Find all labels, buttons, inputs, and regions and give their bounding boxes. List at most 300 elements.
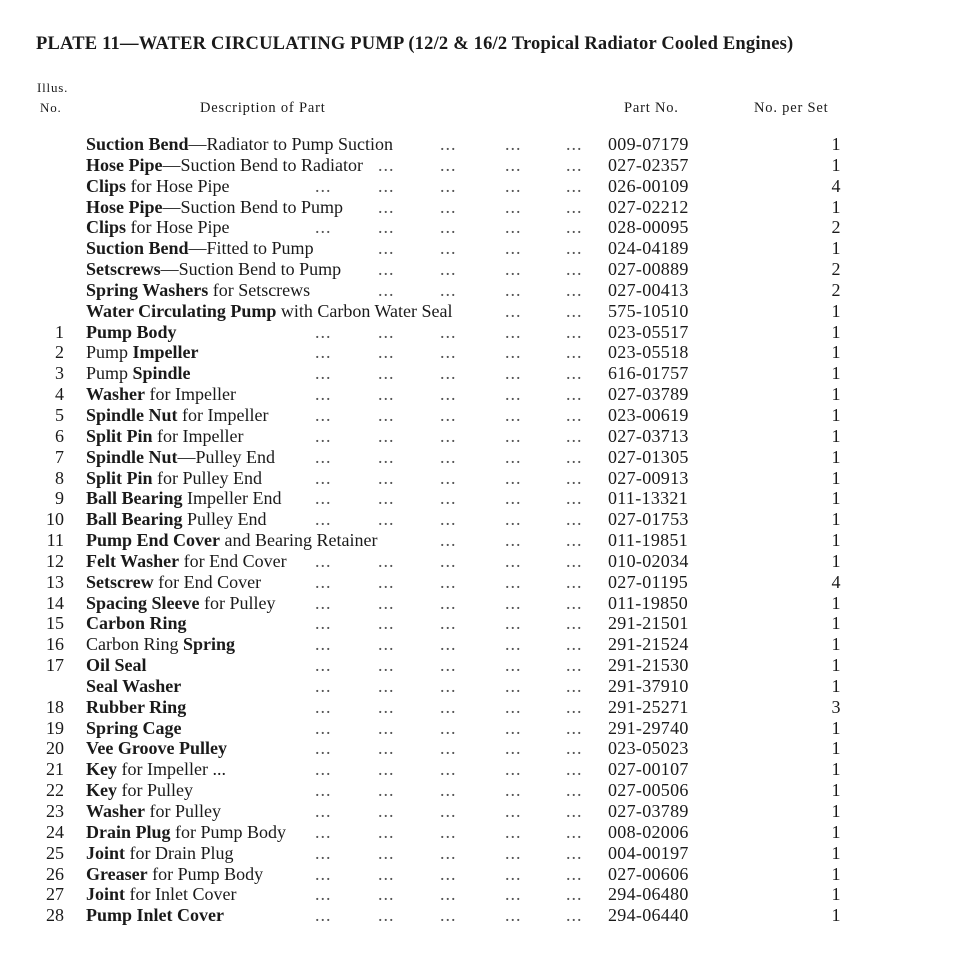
leader-dots: ... [566,863,583,884]
part-description: Seal Washer [86,675,182,696]
illus-number: 12 [46,550,64,571]
qty-per-set: 1 [831,238,841,259]
qty-per-set: 1 [831,842,841,863]
leader-dots: ... [440,550,457,571]
leader-dots: ... [566,530,583,551]
parts-row [0,197,954,218]
leader-dots: ... [440,717,457,738]
leader-dots: ... [566,759,583,780]
leader-dots: ... [566,696,583,717]
illus-number: 25 [46,842,64,863]
qty-per-set: 2 [831,217,841,238]
part-number: 027-00606 [608,863,689,884]
part-description: Oil Seal [86,655,147,676]
leader-dots: ... [505,279,522,300]
part-description: Ball Bearing Pulley End [86,509,267,530]
part-number: 027-00413 [608,279,689,300]
leader-dots: ... [505,404,522,425]
part-description: Spindle Nut for Impeller [86,404,269,425]
leader-dots: ... [440,467,457,488]
part-number: 291-21530 [608,655,689,676]
leader-dots: ... [440,675,457,696]
leader-dots: ... [440,154,457,175]
parts-row [0,426,954,447]
leader-dots: ... [378,613,395,634]
leader-dots: ... [378,488,395,509]
leader-dots: ... [378,363,395,384]
part-number: 027-01195 [608,571,689,592]
leader-dots: ... [378,571,395,592]
parts-row [0,759,954,780]
leader-dots: ... [315,446,332,467]
part-description: Pump Impeller [86,342,199,363]
part-description: Rubber Ring [86,696,187,717]
leader-dots: ... [440,363,457,384]
leader-dots: ... [378,592,395,613]
leader-dots: ... [440,321,457,342]
leader-dots: ... [505,217,522,238]
leader-dots: ... [505,696,522,717]
part-description: Spring Cage [86,717,182,738]
parts-row [0,905,954,926]
part-description: Pump Spindle [86,363,191,384]
part-number: 027-01305 [608,446,689,467]
leader-dots: ... [440,134,457,154]
leader-dots: ... [566,655,583,676]
parts-row [0,530,954,551]
leader-dots: ... [505,509,522,530]
leader-dots: ... [566,842,583,863]
leader-dots: ... [378,801,395,821]
illus-number: 28 [46,905,64,926]
parts-row [0,322,954,343]
leader-dots: ... [378,446,395,467]
illus-number: 6 [55,425,64,446]
description-header: Description of Part [200,100,326,116]
part-description: Setscrew for End Cover [86,571,262,592]
part-description: Water Circulating Pump with Carbon Water Seal [86,300,453,321]
part-description: Hose Pipe—Suction Bend to Pump [86,196,344,217]
leader-dots: ... [505,759,522,780]
qty-per-set: 1 [831,655,841,676]
leader-dots: ... [378,821,395,842]
leader-dots: ... [566,884,583,905]
parts-row [0,676,954,697]
parts-row [0,634,954,655]
leader-dots: ... [505,154,522,175]
part-description: Joint for Drain Plug [86,842,234,863]
part-number: 616-01757 [608,363,689,384]
illus-number: 26 [46,863,64,884]
qty-per-set: 3 [831,696,841,717]
leader-dots: ... [315,759,332,780]
leader-dots: ... [378,175,395,196]
qty-per-set: 1 [831,196,841,217]
leader-dots: ... [505,634,522,655]
qty-per-set: 1 [831,759,841,780]
leader-dots: ... [440,425,457,446]
leader-dots: ... [566,279,583,300]
leader-dots: ... [440,759,457,780]
leader-dots: ... [566,425,583,446]
part-number: 027-02212 [608,196,689,217]
leader-dots: ... [315,863,332,884]
parts-row [0,238,954,259]
part-description: Suction Bend—Fitted to Pump [86,238,314,259]
illus-number: 2 [55,342,64,363]
part-number: 027-00107 [608,759,689,780]
leader-dots: ... [440,404,457,425]
leader-dots: ... [378,550,395,571]
parts-row [0,384,954,405]
leader-dots: ... [378,259,395,280]
leader-dots: ... [505,780,522,801]
parts-row [0,280,954,301]
leader-dots: ... [440,175,457,196]
illus-number: 9 [55,488,64,509]
illus-header: Illus. [37,80,69,95]
part-number: 028-00095 [608,217,689,238]
part-description: Pump End Cover and Bearing Retainer [86,530,378,551]
leader-dots: ... [566,342,583,363]
part-number: 027-00889 [608,259,689,280]
part-description: Pump Body [86,321,177,342]
part-description: Carbon Ring Spring [86,634,236,655]
part-description: Drain Plug for Pump Body [86,821,287,842]
leader-dots: ... [378,384,395,405]
leader-dots: ... [440,592,457,613]
leader-dots: ... [440,530,457,551]
leader-dots: ... [505,196,522,217]
illus-number: 10 [46,509,64,530]
leader-dots: ... [315,717,332,738]
parts-row [0,301,954,322]
qty-per-set: 1 [831,321,841,342]
leader-dots: ... [566,384,583,405]
leader-dots: ... [440,217,457,238]
parts-row [0,405,954,426]
parts-row [0,697,954,718]
leader-dots: ... [315,488,332,509]
leader-dots: ... [505,717,522,738]
leader-dots: ... [566,613,583,634]
leader-dots: ... [378,238,395,259]
parts-row [0,738,954,759]
no-header: No. [40,100,62,115]
leader-dots: ... [315,780,332,801]
qty-per-set: 1 [831,342,841,363]
illus-number: 13 [46,571,64,592]
part-description: Suction Bend—Radiator to Pump Suction [86,134,394,154]
leader-dots: ... [315,342,332,363]
part-number: 023-05517 [608,321,689,342]
leader-dots: ... [505,550,522,571]
parts-row [0,342,954,363]
leader-dots: ... [440,488,457,509]
leader-dots: ... [378,780,395,801]
illus-number: 17 [46,655,64,676]
leader-dots: ... [440,509,457,530]
parts-list [0,134,954,926]
qty-per-set: 1 [831,905,841,926]
leader-dots: ... [315,363,332,384]
parts-row [0,843,954,864]
part-number: 024-04189 [608,238,689,259]
leader-dots: ... [566,592,583,613]
qty-header: No. per Set [754,100,829,116]
illus-number: 24 [46,821,64,842]
leader-dots: ... [505,738,522,759]
qty-per-set: 1 [831,363,841,384]
qty-per-set: 1 [831,404,841,425]
leader-dots: ... [378,696,395,717]
leader-dots: ... [505,842,522,863]
part-number: 291-29740 [608,717,689,738]
leader-dots: ... [440,655,457,676]
leader-dots: ... [566,905,583,926]
leader-dots: ... [505,321,522,342]
leader-dots: ... [505,801,522,821]
qty-per-set: 4 [831,175,841,196]
parts-row [0,259,954,280]
parts-row [0,509,954,530]
leader-dots: ... [315,404,332,425]
leader-dots: ... [505,905,522,926]
part-number: 010-02034 [608,550,689,571]
part-description: Spindle Nut—Pulley End [86,446,276,467]
parts-row [0,217,954,238]
qty-per-set: 1 [831,509,841,530]
illus-number: 5 [55,404,64,425]
leader-dots: ... [505,300,522,321]
parts-row [0,822,954,843]
leader-dots: ... [505,884,522,905]
leader-dots: ... [315,801,332,821]
qty-per-set: 1 [831,821,841,842]
qty-per-set: 1 [831,801,841,821]
illus-number: 14 [46,592,64,613]
qty-per-set: 1 [831,613,841,634]
leader-dots: ... [505,863,522,884]
part-number: 023-00619 [608,404,689,425]
part-number: 027-03713 [608,425,689,446]
leader-dots: ... [440,801,457,821]
leader-dots: ... [378,655,395,676]
leader-dots: ... [315,884,332,905]
leader-dots: ... [378,842,395,863]
leader-dots: ... [440,238,457,259]
part-number: 008-02006 [608,821,689,842]
illus-number: 15 [46,613,64,634]
leader-dots: ... [505,821,522,842]
part-description: Spring Washers for Setscrews [86,279,311,300]
parts-row [0,593,954,614]
leader-dots: ... [505,363,522,384]
qty-per-set: 4 [831,571,841,592]
part-number: 027-03789 [608,384,689,405]
leader-dots: ... [440,384,457,405]
part-number: 291-21501 [608,613,689,634]
leader-dots: ... [566,446,583,467]
leader-dots: ... [566,488,583,509]
leader-dots: ... [440,279,457,300]
leader-dots: ... [566,801,583,821]
leader-dots: ... [566,675,583,696]
part-number: 011-19850 [608,592,689,613]
leader-dots: ... [566,363,583,384]
qty-per-set: 1 [831,300,841,321]
part-number: 027-00913 [608,467,689,488]
leader-dots: ... [440,571,457,592]
leader-dots: ... [566,634,583,655]
leader-dots: ... [505,384,522,405]
leader-dots: ... [378,196,395,217]
part-description: Spacing Sleeve for Pulley [86,592,276,613]
part-number: 011-13321 [608,488,689,509]
leader-dots: ... [440,613,457,634]
part-description: Key for Pulley [86,780,193,801]
leader-dots: ... [505,134,522,154]
leader-dots: ... [505,488,522,509]
leader-dots: ... [566,238,583,259]
leader-dots: ... [378,634,395,655]
leader-dots: ... [505,571,522,592]
parts-row [0,613,954,634]
leader-dots: ... [440,446,457,467]
qty-per-set: 1 [831,780,841,801]
part-description: Joint for Inlet Cover [86,884,237,905]
leader-dots: ... [505,342,522,363]
parts-row [0,718,954,739]
leader-dots: ... [505,425,522,446]
leader-dots: ... [378,884,395,905]
leader-dots: ... [505,446,522,467]
part-number: 023-05023 [608,738,689,759]
leader-dots: ... [378,675,395,696]
part-description: Setscrews—Suction Bend to Pump [86,259,342,280]
leader-dots: ... [378,425,395,446]
part-description: Split Pin for Pulley End [86,467,263,488]
part-description: Greaser for Pump Body [86,863,264,884]
leader-dots: ... [440,634,457,655]
part-description: Washer for Impeller [86,384,236,405]
qty-per-set: 1 [831,884,841,905]
leader-dots: ... [440,696,457,717]
qty-per-set: 1 [831,154,841,175]
plate-title: PLATE 11—WATER CIRCULATING PUMP (12/2 & 16/2 Tropical Radiator Cooled Engines) [36,34,794,54]
part-number: 575-10510 [608,300,689,321]
leader-dots: ... [315,842,332,863]
part-number: 011-19851 [608,530,689,551]
leader-dots: ... [315,592,332,613]
part-number: 291-25271 [608,696,689,717]
leader-dots: ... [566,550,583,571]
qty-per-set: 1 [831,384,841,405]
leader-dots: ... [378,738,395,759]
illus-number: 20 [46,738,64,759]
leader-dots: ... [315,175,332,196]
part-number: 027-00506 [608,780,689,801]
leader-dots: ... [315,821,332,842]
leader-dots: ... [440,821,457,842]
parts-row [0,780,954,801]
illus-number: 8 [55,467,64,488]
part-number: 027-03789 [608,801,689,821]
leader-dots: ... [378,509,395,530]
qty-per-set: 1 [831,738,841,759]
leader-dots: ... [566,404,583,425]
parts-row [0,468,954,489]
qty-per-set: 1 [831,425,841,446]
illus-number: 19 [46,717,64,738]
illus-number: 22 [46,780,64,801]
parts-row [0,134,954,155]
part-number: 026-00109 [608,175,689,196]
part-description: Clips for Hose Pipe [86,217,230,238]
leader-dots: ... [505,259,522,280]
part-description: Carbon Ring [86,613,187,634]
leader-dots: ... [315,467,332,488]
leader-dots: ... [566,780,583,801]
part-number: 009-07179 [608,134,689,154]
part-description: Pump Inlet Cover [86,905,224,926]
parts-row [0,655,954,676]
part-number: 294-06440 [608,905,689,926]
leader-dots: ... [378,279,395,300]
parts-row [0,884,954,905]
illus-number: 16 [46,634,64,655]
leader-dots: ... [440,259,457,280]
part-description: Ball Bearing Impeller End [86,488,282,509]
part-description: Split Pin for Impeller [86,425,244,446]
part-description: Clips for Hose Pipe [86,175,230,196]
leader-dots: ... [505,655,522,676]
illus-number: 4 [55,384,64,405]
leader-dots: ... [505,613,522,634]
leader-dots: ... [440,196,457,217]
leader-dots: ... [505,238,522,259]
part-number: 294-06480 [608,884,689,905]
leader-dots: ... [566,571,583,592]
parts-row [0,572,954,593]
leader-dots: ... [505,530,522,551]
part-number: 291-37910 [608,675,689,696]
leader-dots: ... [440,905,457,926]
leader-dots: ... [378,759,395,780]
qty-per-set: 1 [831,592,841,613]
qty-per-set: 1 [831,446,841,467]
part-number: 291-21524 [608,634,689,655]
illus-number: 18 [46,696,64,717]
illus-number: 21 [46,759,64,780]
parts-row [0,176,954,197]
leader-dots: ... [378,154,395,175]
leader-dots: ... [315,321,332,342]
qty-per-set: 1 [831,550,841,571]
leader-dots: ... [566,259,583,280]
leader-dots: ... [566,134,583,154]
leader-dots: ... [315,509,332,530]
part-number: 004-00197 [608,842,689,863]
leader-dots: ... [566,321,583,342]
qty-per-set: 1 [831,863,841,884]
leader-dots: ... [505,592,522,613]
part-number: 027-02357 [608,154,689,175]
illus-number: 7 [55,446,64,467]
illus-number: 11 [46,530,64,551]
leader-dots: ... [378,467,395,488]
part-number: 023-05518 [608,342,689,363]
